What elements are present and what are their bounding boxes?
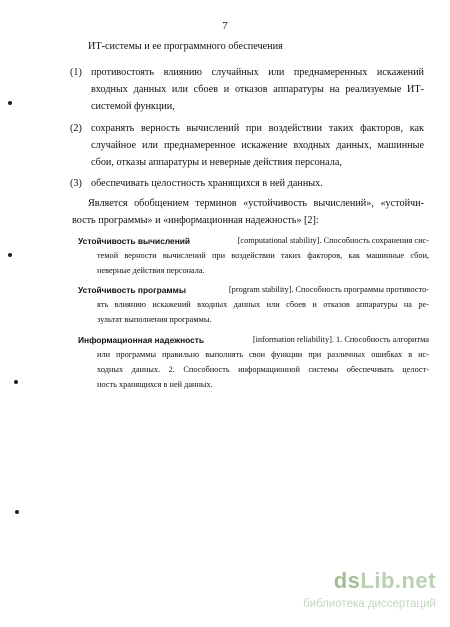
list-item-2-line-1: сохранять верность вычислений при воздействии таких факторов, как <box>91 123 424 134</box>
list-marker-1: (1) <box>70 67 82 78</box>
definition-3-line-3: ходных данных. 2. Способность информационной системы обеспечивать целост- <box>97 365 429 374</box>
list-item-1-line-2: входных данных или сбоев и отказов аппаратуры на реализуемые ИТ- <box>91 84 424 95</box>
list-item-3-line-1: обеспечивать целостность хранящихся в ней данных. <box>91 178 323 189</box>
watermark-logo-rest: Lib.net <box>360 568 436 593</box>
definition-3-line-1: [information reliability]. 1. Способность алгоритма <box>252 335 429 344</box>
list-item-2-line-2: случайное или преднамеренное искажение входных данных, машинные <box>91 140 424 151</box>
definition-3-first-line <box>78 333 429 347</box>
definition-1-line-3: неверные действия персонала. <box>97 266 205 275</box>
watermark-logo <box>334 568 436 594</box>
list-marker-3: (3) <box>70 178 82 189</box>
list-item-2-line-3: сбои, отказы аппаратуры и неверные действия персонала, <box>91 157 342 168</box>
definition-3-line-2: или программы правильно выполнять свои функции при различных ошибках в ис- <box>97 350 429 359</box>
definition-1-first-line <box>78 234 429 248</box>
list-item-1-line-3: системой функции, <box>91 101 175 112</box>
definition-2-line-2: ять влиянию искажений входных данных или сбоев и отказов аппаратуры на ре- <box>97 300 429 309</box>
list-marker-2: (2) <box>70 123 82 134</box>
watermark-logo-ds: ds <box>333 568 361 593</box>
summary-line-2: вость программы» и «информационная надежность» [2]: <box>72 215 319 226</box>
margin-dot-1 <box>8 101 12 105</box>
page-number: 7 <box>222 20 228 32</box>
definition-2-first-line <box>78 283 429 297</box>
list-item-1-line-1: противостоять влиянию случайных или преднамеренных искажений <box>91 67 424 78</box>
definition-1-term: Устойчивость вычислений <box>78 236 191 246</box>
margin-dot-3 <box>14 380 18 384</box>
definition-3-term: Информационная надежность <box>78 335 205 345</box>
definition-2-term: Устойчивость программы <box>78 285 186 295</box>
definition-1-line-2: темой верности вычислений при воздействии таких факторов, как машинные сбои, <box>97 251 429 260</box>
definition-2-line-3: зультат выполнения программы. <box>97 315 212 324</box>
intro-line: ИТ-системы и ее программного обеспечения <box>88 41 283 52</box>
margin-dot-2 <box>8 253 12 257</box>
definition-1-line-1: [computational stability]. Способность сохранения сис- <box>237 236 429 245</box>
margin-dot-4 <box>15 510 19 514</box>
definition-3-line-4: ность хранящихся в ней данных. <box>97 380 213 389</box>
watermark-subtitle: библиотека диссертаций <box>303 598 436 610</box>
definition-2-line-1: [program stability]. Способность программы противосто- <box>228 285 429 294</box>
summary-line-1: Является обобщением терминов «устойчивость вычислений», «устойчи- <box>88 198 424 209</box>
